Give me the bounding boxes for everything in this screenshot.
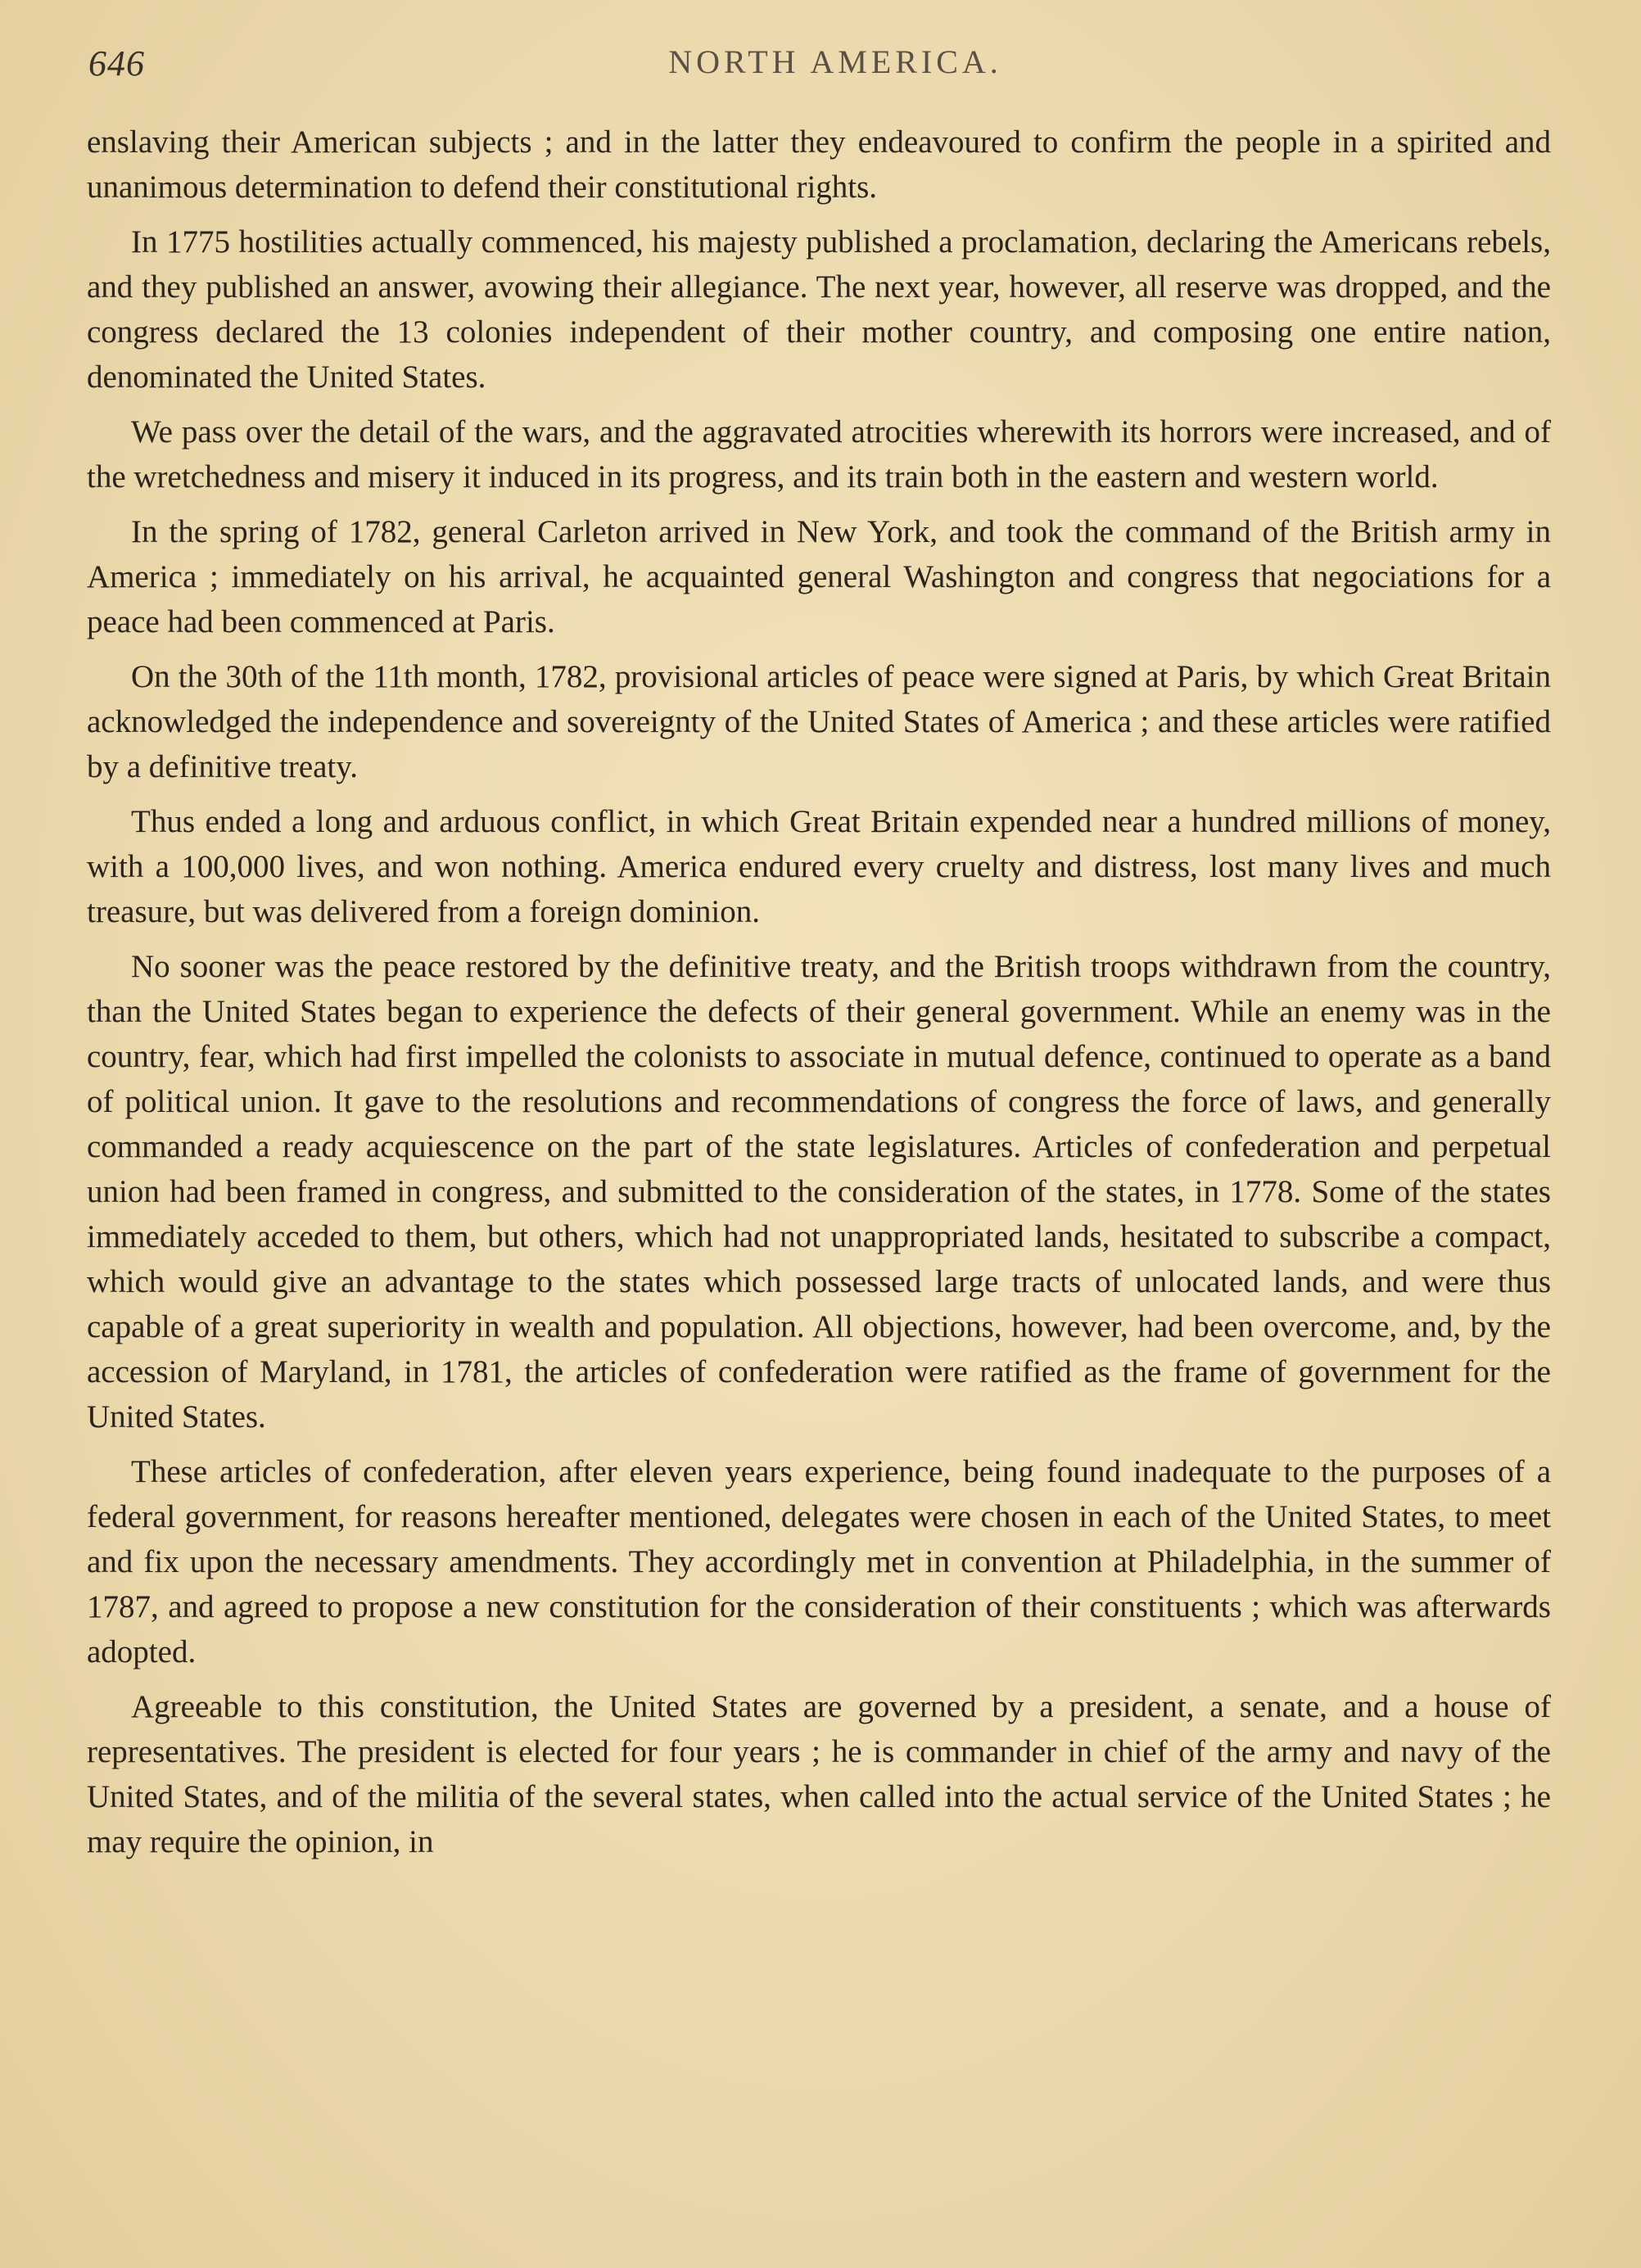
- paragraph-wars: We pass over the detail of the wars, and the aggravated atrocities wherewith its horrors were increased, and of the wretchedness and misery it induced in its progress, and its train both in the eastern and western world.: [87, 414, 1551, 495]
- paragraph-constitution: Agreeable to this constitution, the United States are governed by a president, a senate, and a house of representatives. The president is elected for four years ; he is commander in chief of the army and navy of the United States, and of the militia of the several states, when called into the actual service of the United States ; he may require the opinion, in: [87, 1689, 1551, 1859]
- paragraph-confederation-defects: No sooner was the peace restored by the definitive treaty, and the British troops withdrawn from the country, than the United States began to experience the defects of their general government. While an enemy was in the country, fear, which had first impelled the colonists to associate in mutual defence, continued to operate as a band of political union. It gave to the resolutions and recommendations of congress the force of laws, and generally commanded a ready acquiescence on the part of the state legislatures. Articles of confederation and perpetual union had been framed in congress, and submitted to the consideration of the states, in 1778. Some of the states immediately acceded to them, but others, which had not unappropriated lands, hesitated to subscribe a compact, which would give an advantage to the states which possessed large tracts of unlocated lands, and were thus capable of a great superiority in wealth and population. All objections, however, had been overcome, and, by the accession of Maryland, in 1781, the articles of confederation were ratified as the frame of government for the United States.: [87, 949, 1551, 1434]
- paragraph-hostilities: In 1775 hostilities actually commenced, his majesty published a proclamation, declaring the Americans rebels, and they published an answer, avowing their allegiance. The next year, however, all reserve was dropped, and the congress declared the 13 colonies independent of their mother country, and composing one entire nation, denominated the United States.: [87, 224, 1551, 395]
- page-number: 646: [88, 43, 145, 84]
- paragraph-carleton: In the spring of 1782, general Carleton arrived in New York, and took the command of the British army in America ; immediately on his arrival, he acquainted general Washington and congress that negociations for a peace had been commenced at Paris.: [87, 514, 1551, 639]
- running-head: [82, 43, 1556, 92]
- running-title: NORTH AMERICA.: [668, 43, 1002, 80]
- body-text: [87, 120, 1551, 1864]
- paragraph-peace-articles: On the 30th of the 11th month, 1782, provisional articles of peace were signed at Paris, by which Great Britain acknowledged the independence and sovereignty of the United States of America ; and these articles were ratified by a definitive treaty.: [87, 659, 1551, 784]
- paragraph-continued: enslaving their American subjects ; and in the latter they endeavoured to confirm the people in a spirited and unanimous determination to defend their constitutional rights.: [87, 124, 1551, 205]
- paragraph-convention: These articles of confederation, after eleven years experience, being found inadequate to the purposes of a federal government, for reasons hereafter mentioned, delegates were chosen in each of the United States, to meet and fix upon the necessary amendments. They accordingly met in convention at Philadelphia, in the summer of 1787, and agreed to propose a new constitution for the consideration of their constituents ; which was afterwards adopted.: [87, 1454, 1551, 1669]
- paragraph-conflict-end: Thus ended a long and arduous conflict, in which Great Britain expended near a hundred millions of money, with a 100,000 lives, and won nothing. America endured every cruelty and distress, lost many lives and much treasure, but was delivered from a foreign dominion.: [87, 804, 1551, 929]
